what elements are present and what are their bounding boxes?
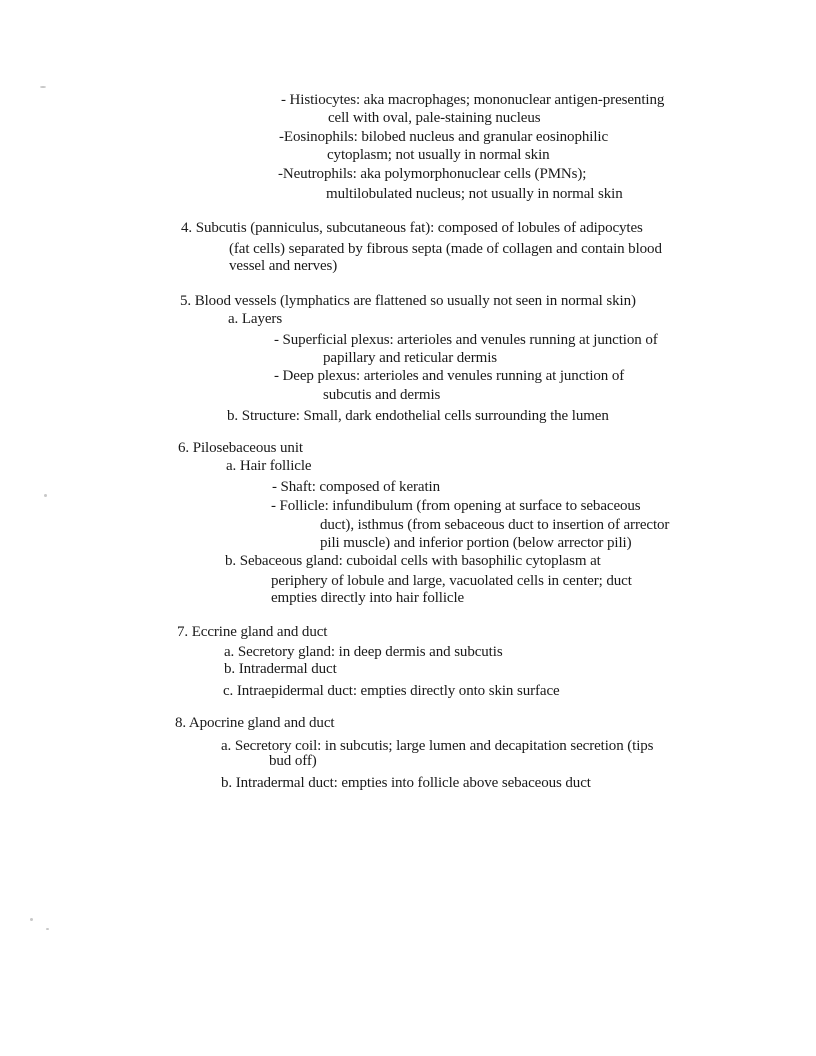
text-line: - Histiocytes: aka macrophages; mononuclear antigen-presenting	[281, 92, 665, 108]
text-line: cell with oval, pale-staining nucleus	[328, 110, 541, 126]
scan-speck	[44, 494, 47, 497]
text-line: a. Hair follicle	[226, 458, 312, 474]
text-line: papillary and reticular dermis	[323, 350, 498, 366]
text-line: - Superficial plexus: arterioles and venules running at junction of	[274, 332, 658, 348]
section-heading: 6. Pilosebaceous unit	[178, 440, 303, 456]
text-line: - Deep plexus: arterioles and venules running at junction of	[274, 368, 625, 384]
text-line: subcutis and dermis	[323, 387, 441, 403]
text-line: - Follicle: infundibulum (from opening at surface to sebaceous	[271, 498, 641, 514]
text-line: c. Intraepidermal duct: empties directly onto skin surface	[223, 683, 560, 699]
text-line: b. Intradermal duct	[224, 661, 337, 677]
text-line: empties directly into hair follicle	[271, 590, 465, 606]
text-line: b. Sebaceous gland: cuboidal cells with basophilic cytoplasm at	[225, 553, 601, 569]
section-heading: 7. Eccrine gland and duct	[177, 624, 328, 640]
text-line: - Shaft: composed of keratin	[272, 479, 440, 495]
text-line: a. Layers	[228, 311, 283, 327]
scan-speck	[40, 86, 46, 88]
text-line: bud off)	[269, 753, 317, 769]
section-heading: 8. Apocrine gland and duct	[175, 715, 335, 731]
text-line: duct), isthmus (from sebaceous duct to insertion of arrector	[320, 517, 670, 533]
section-heading: 5. Blood vessels (lymphatics are flattened so usually not seen in normal skin)	[180, 293, 636, 309]
text-line: a. Secretory gland: in deep dermis and subcutis	[224, 644, 503, 660]
text-line: (fat cells) separated by fibrous septa (made of collagen and contain blood	[229, 241, 662, 257]
text-line: -Neutrophils: aka polymorphonuclear cells (PMNs);	[278, 166, 587, 182]
scan-speck	[30, 918, 33, 921]
scan-speck	[46, 928, 49, 930]
section-heading: 4. Subcutis (panniculus, subcutaneous fat): composed of lobules of adipocytes	[181, 220, 643, 236]
text-line: cytoplasm; not usually in normal skin	[327, 147, 550, 163]
text-line: periphery of lobule and large, vacuolated cells in center; duct	[271, 573, 632, 589]
text-line: pili muscle) and inferior portion (below arrector pili)	[320, 535, 632, 551]
text-line: a. Secretory coil: in subcutis; large lumen and decapitation secretion (tips	[221, 738, 654, 754]
text-line: -Eosinophils: bilobed nucleus and granular eosinophilic	[279, 129, 609, 145]
text-line: b. Structure: Small, dark endothelial cells surrounding the lumen	[227, 408, 609, 424]
text-line: b. Intradermal duct: empties into follicle above sebaceous duct	[221, 775, 591, 791]
text-line: multilobulated nucleus; not usually in normal skin	[326, 186, 623, 202]
text-line: vessel and nerves)	[229, 258, 338, 274]
